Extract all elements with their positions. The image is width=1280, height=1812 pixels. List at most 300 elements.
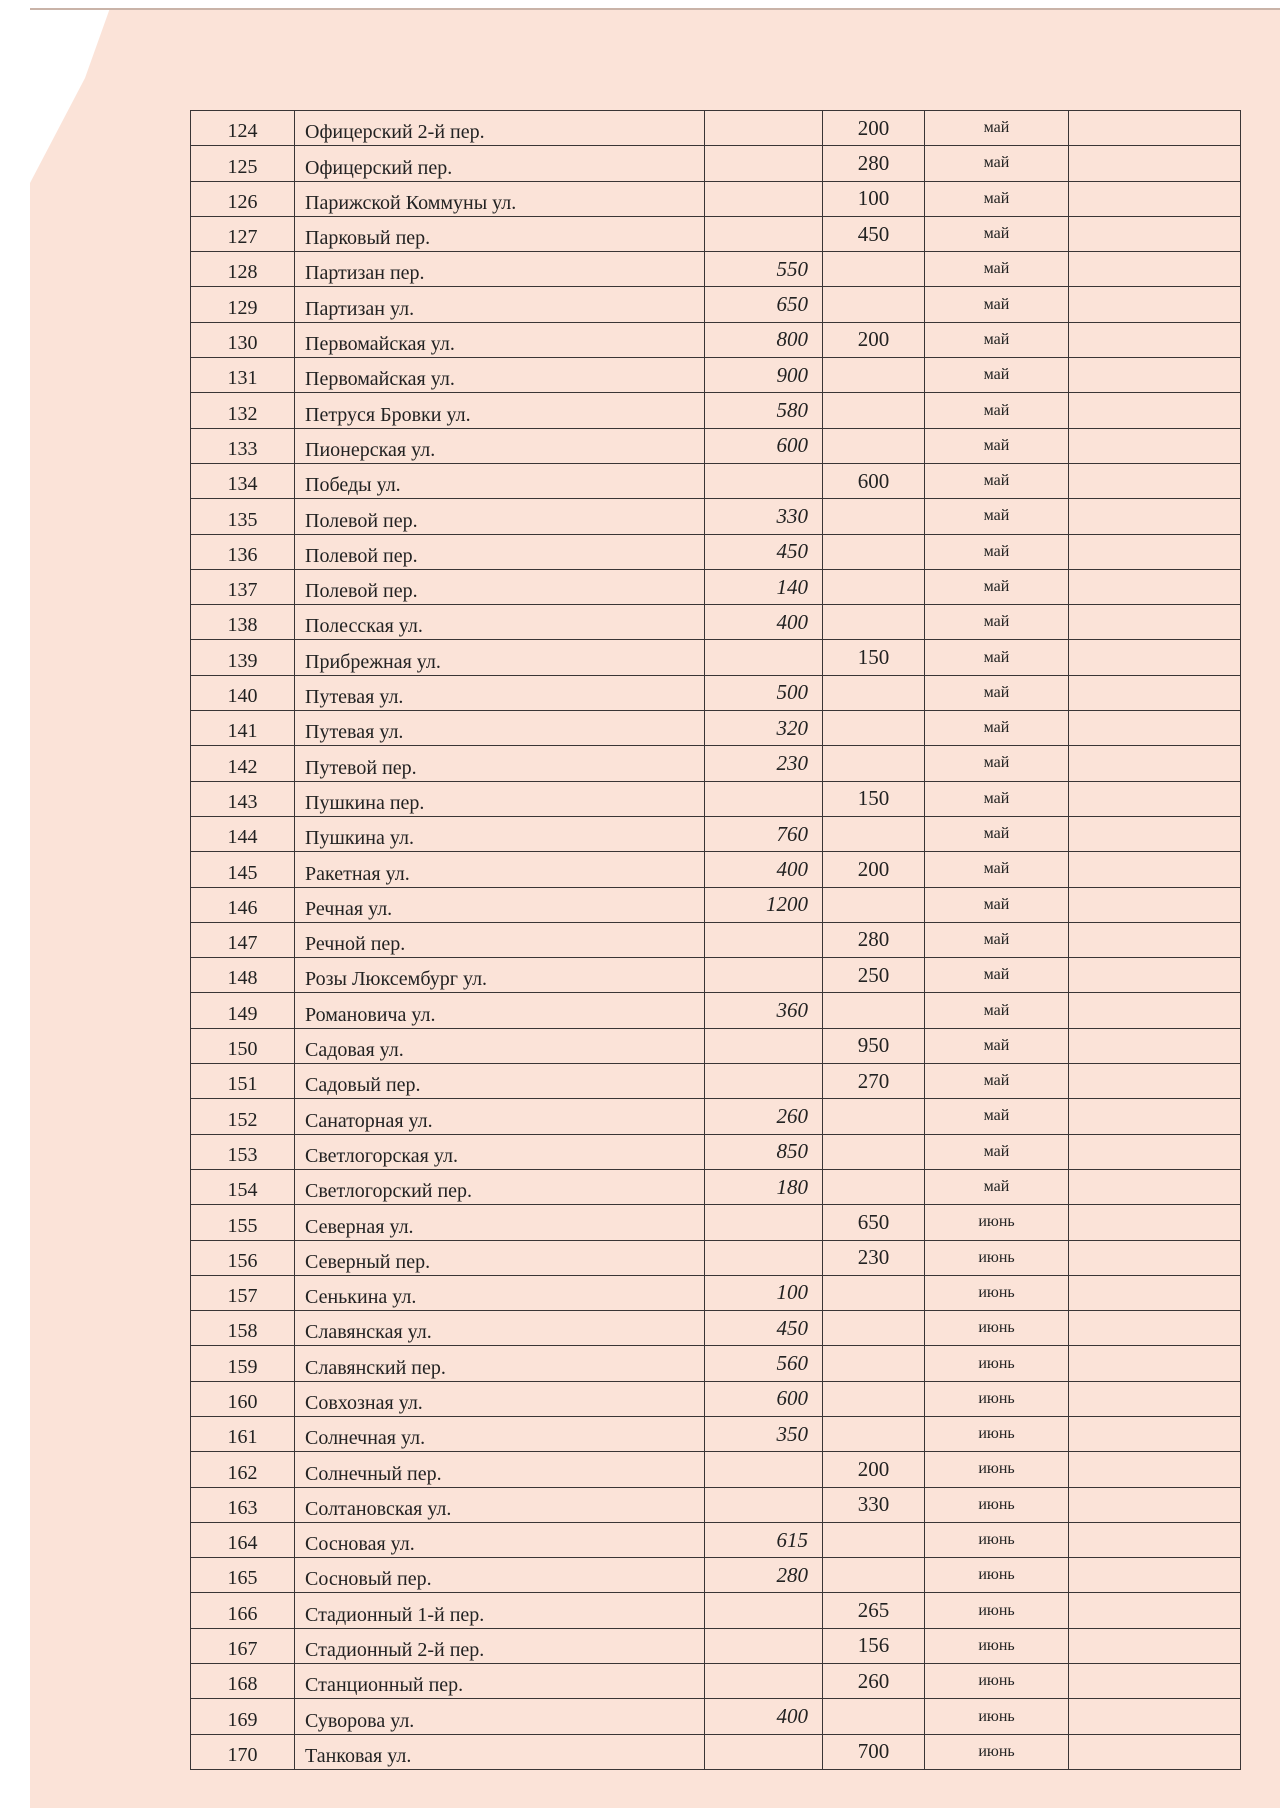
row-number: 140 bbox=[191, 675, 295, 710]
table-row bbox=[191, 922, 1241, 957]
length-value: 100 bbox=[823, 181, 925, 216]
length-value bbox=[823, 287, 925, 322]
empty-cell bbox=[1069, 1487, 1241, 1522]
table-row bbox=[191, 181, 1241, 216]
length-value bbox=[823, 1346, 925, 1381]
table-row bbox=[191, 252, 1241, 287]
street-name: Ракетная ул. bbox=[295, 852, 705, 887]
row-number: 132 bbox=[191, 393, 295, 428]
table-row bbox=[191, 393, 1241, 428]
length-value bbox=[823, 1522, 925, 1557]
row-number: 149 bbox=[191, 993, 295, 1028]
table-row bbox=[191, 322, 1241, 357]
row-number: 157 bbox=[191, 1275, 295, 1310]
length-value bbox=[823, 605, 925, 640]
length-value-italic: 600 bbox=[705, 428, 823, 463]
table-row bbox=[191, 428, 1241, 463]
row-number: 161 bbox=[191, 1416, 295, 1451]
table-row bbox=[191, 287, 1241, 322]
length-value bbox=[823, 252, 925, 287]
length-value: 156 bbox=[823, 1628, 925, 1663]
length-value-italic: 100 bbox=[705, 1275, 823, 1310]
month: май bbox=[925, 852, 1069, 887]
row-number: 169 bbox=[191, 1699, 295, 1734]
month: май bbox=[925, 605, 1069, 640]
empty-cell bbox=[1069, 1522, 1241, 1557]
empty-cell bbox=[1069, 675, 1241, 710]
length-value: 700 bbox=[823, 1734, 925, 1769]
empty-cell bbox=[1069, 1064, 1241, 1099]
month: май bbox=[925, 1028, 1069, 1063]
empty-cell bbox=[1069, 463, 1241, 498]
month: май bbox=[925, 499, 1069, 534]
table-row bbox=[191, 534, 1241, 569]
length-value-italic: 320 bbox=[705, 711, 823, 746]
empty-cell bbox=[1069, 499, 1241, 534]
month: июнь bbox=[925, 1664, 1069, 1699]
empty-cell bbox=[1069, 1664, 1241, 1699]
row-number: 124 bbox=[191, 111, 295, 146]
month: май bbox=[925, 1169, 1069, 1204]
street-name: Полевой пер. bbox=[295, 499, 705, 534]
month: май bbox=[925, 922, 1069, 957]
length-value: 260 bbox=[823, 1664, 925, 1699]
street-name: Партизан ул. bbox=[295, 287, 705, 322]
length-value bbox=[823, 1169, 925, 1204]
row-number: 133 bbox=[191, 428, 295, 463]
table-row bbox=[191, 640, 1241, 675]
row-number: 126 bbox=[191, 181, 295, 216]
length-value-italic: 650 bbox=[705, 287, 823, 322]
length-value: 280 bbox=[823, 922, 925, 957]
month: май bbox=[925, 322, 1069, 357]
month: май bbox=[925, 216, 1069, 251]
month: май bbox=[925, 887, 1069, 922]
length-value bbox=[823, 1558, 925, 1593]
street-name: Путевой пер. bbox=[295, 746, 705, 781]
table-row bbox=[191, 1099, 1241, 1134]
month: июнь bbox=[925, 1593, 1069, 1628]
row-number: 153 bbox=[191, 1134, 295, 1169]
table-row bbox=[191, 1064, 1241, 1099]
street-name: Первомайская ул. bbox=[295, 322, 705, 357]
length-value bbox=[823, 675, 925, 710]
row-number: 134 bbox=[191, 463, 295, 498]
table-row bbox=[191, 1381, 1241, 1416]
length-value bbox=[823, 711, 925, 746]
row-number: 162 bbox=[191, 1452, 295, 1487]
row-number: 137 bbox=[191, 569, 295, 604]
length-value: 200 bbox=[823, 852, 925, 887]
street-name: Розы Люксембург ул. bbox=[295, 958, 705, 993]
table-row bbox=[191, 216, 1241, 251]
length-value-italic: 560 bbox=[705, 1346, 823, 1381]
street-name: Полесская ул. bbox=[295, 605, 705, 640]
length-value bbox=[823, 1381, 925, 1416]
length-value-italic bbox=[705, 640, 823, 675]
street-name: Пионерская ул. bbox=[295, 428, 705, 463]
length-value bbox=[823, 499, 925, 534]
row-number: 128 bbox=[191, 252, 295, 287]
row-number: 143 bbox=[191, 781, 295, 816]
row-number: 148 bbox=[191, 958, 295, 993]
month: июнь bbox=[925, 1734, 1069, 1769]
empty-cell bbox=[1069, 322, 1241, 357]
length-value-italic: 550 bbox=[705, 252, 823, 287]
length-value-italic: 900 bbox=[705, 358, 823, 393]
length-value-italic: 230 bbox=[705, 746, 823, 781]
street-table-body bbox=[191, 111, 1241, 1770]
month: май bbox=[925, 746, 1069, 781]
street-table bbox=[190, 110, 1241, 1770]
length-value-italic bbox=[705, 922, 823, 957]
month: май bbox=[925, 1064, 1069, 1099]
empty-cell bbox=[1069, 1452, 1241, 1487]
street-name: Сосновый пер. bbox=[295, 1558, 705, 1593]
month: май bbox=[925, 711, 1069, 746]
street-name: Северный пер. bbox=[295, 1240, 705, 1275]
month: май bbox=[925, 393, 1069, 428]
table-row bbox=[191, 146, 1241, 181]
length-value-italic: 580 bbox=[705, 393, 823, 428]
street-name: Пушкина пер. bbox=[295, 781, 705, 816]
length-value: 330 bbox=[823, 1487, 925, 1522]
month: июнь bbox=[925, 1311, 1069, 1346]
empty-cell bbox=[1069, 428, 1241, 463]
row-number: 168 bbox=[191, 1664, 295, 1699]
row-number: 147 bbox=[191, 922, 295, 957]
length-value: 950 bbox=[823, 1028, 925, 1063]
street-name: Санаторная ул. bbox=[295, 1099, 705, 1134]
street-name: Стадионный 2-й пер. bbox=[295, 1628, 705, 1663]
empty-cell bbox=[1069, 1205, 1241, 1240]
month: май bbox=[925, 781, 1069, 816]
length-value-italic bbox=[705, 1664, 823, 1699]
street-name: Романовича ул. bbox=[295, 993, 705, 1028]
empty-cell bbox=[1069, 1134, 1241, 1169]
length-value bbox=[823, 1099, 925, 1134]
street-name: Северная ул. bbox=[295, 1205, 705, 1240]
length-value-italic: 760 bbox=[705, 816, 823, 851]
empty-cell bbox=[1069, 1028, 1241, 1063]
street-name: Светлогорский пер. bbox=[295, 1169, 705, 1204]
empty-cell bbox=[1069, 1240, 1241, 1275]
length-value: 600 bbox=[823, 463, 925, 498]
length-value-italic bbox=[705, 181, 823, 216]
table-row bbox=[191, 1346, 1241, 1381]
length-value-italic bbox=[705, 216, 823, 251]
empty-cell bbox=[1069, 1169, 1241, 1204]
street-name: Речная ул. bbox=[295, 887, 705, 922]
table-row bbox=[191, 1487, 1241, 1522]
month: май bbox=[925, 358, 1069, 393]
empty-cell bbox=[1069, 287, 1241, 322]
month: июнь bbox=[925, 1205, 1069, 1240]
empty-cell bbox=[1069, 887, 1241, 922]
length-value-italic bbox=[705, 1205, 823, 1240]
table-row bbox=[191, 463, 1241, 498]
length-value-italic: 400 bbox=[705, 1699, 823, 1734]
street-name: Первомайская ул. bbox=[295, 358, 705, 393]
length-value bbox=[823, 358, 925, 393]
length-value-italic bbox=[705, 463, 823, 498]
row-number: 164 bbox=[191, 1522, 295, 1557]
empty-cell bbox=[1069, 252, 1241, 287]
empty-cell bbox=[1069, 1099, 1241, 1134]
length-value: 250 bbox=[823, 958, 925, 993]
table-row bbox=[191, 852, 1241, 887]
empty-cell bbox=[1069, 358, 1241, 393]
month: май bbox=[925, 816, 1069, 851]
row-number: 129 bbox=[191, 287, 295, 322]
length-value bbox=[823, 816, 925, 851]
length-value-italic bbox=[705, 1593, 823, 1628]
length-value-italic: 615 bbox=[705, 1522, 823, 1557]
length-value-italic: 330 bbox=[705, 499, 823, 534]
row-number: 150 bbox=[191, 1028, 295, 1063]
row-number: 159 bbox=[191, 1346, 295, 1381]
table-row bbox=[191, 746, 1241, 781]
empty-cell bbox=[1069, 781, 1241, 816]
empty-cell bbox=[1069, 534, 1241, 569]
empty-cell bbox=[1069, 181, 1241, 216]
table-row bbox=[191, 1028, 1241, 1063]
length-value-italic: 350 bbox=[705, 1416, 823, 1451]
row-number: 154 bbox=[191, 1169, 295, 1204]
empty-cell bbox=[1069, 1699, 1241, 1734]
street-name: Полевой пер. bbox=[295, 569, 705, 604]
month: май bbox=[925, 252, 1069, 287]
length-value: 450 bbox=[823, 216, 925, 251]
row-number: 166 bbox=[191, 1593, 295, 1628]
street-name: Речной пер. bbox=[295, 922, 705, 957]
length-value-italic: 140 bbox=[705, 569, 823, 604]
length-value-italic bbox=[705, 1240, 823, 1275]
empty-cell bbox=[1069, 1275, 1241, 1310]
month: май bbox=[925, 111, 1069, 146]
street-name: Партизан пер. bbox=[295, 252, 705, 287]
month: май bbox=[925, 463, 1069, 498]
table-row bbox=[191, 1205, 1241, 1240]
table-row bbox=[191, 1664, 1241, 1699]
length-value-italic: 450 bbox=[705, 534, 823, 569]
length-value-italic bbox=[705, 1028, 823, 1063]
street-name: Офицерский пер. bbox=[295, 146, 705, 181]
street-name: Стадионный 1-й пер. bbox=[295, 1593, 705, 1628]
length-value: 150 bbox=[823, 640, 925, 675]
empty-cell bbox=[1069, 1416, 1241, 1451]
length-value: 200 bbox=[823, 322, 925, 357]
table-row bbox=[191, 993, 1241, 1028]
street-name: Совхозная ул. bbox=[295, 1381, 705, 1416]
month: май bbox=[925, 640, 1069, 675]
table-row bbox=[191, 781, 1241, 816]
length-value: 200 bbox=[823, 1452, 925, 1487]
empty-cell bbox=[1069, 146, 1241, 181]
empty-cell bbox=[1069, 1346, 1241, 1381]
length-value-italic: 180 bbox=[705, 1169, 823, 1204]
table-row bbox=[191, 1169, 1241, 1204]
empty-cell bbox=[1069, 605, 1241, 640]
month: июнь bbox=[925, 1522, 1069, 1557]
street-name: Путевая ул. bbox=[295, 675, 705, 710]
length-value-italic bbox=[705, 1487, 823, 1522]
month: июнь bbox=[925, 1558, 1069, 1593]
table-row bbox=[191, 1452, 1241, 1487]
row-number: 141 bbox=[191, 711, 295, 746]
month: май bbox=[925, 569, 1069, 604]
length-value-italic bbox=[705, 1734, 823, 1769]
empty-cell bbox=[1069, 1593, 1241, 1628]
table-row bbox=[191, 569, 1241, 604]
length-value-italic: 400 bbox=[705, 852, 823, 887]
table-row bbox=[191, 1699, 1241, 1734]
street-name: Суворова ул. bbox=[295, 1699, 705, 1734]
row-number: 146 bbox=[191, 887, 295, 922]
month: июнь bbox=[925, 1275, 1069, 1310]
row-number: 125 bbox=[191, 146, 295, 181]
row-number: 152 bbox=[191, 1099, 295, 1134]
table-row bbox=[191, 1558, 1241, 1593]
row-number: 131 bbox=[191, 358, 295, 393]
street-name: Славянская ул. bbox=[295, 1311, 705, 1346]
empty-cell bbox=[1069, 1381, 1241, 1416]
table-row bbox=[191, 1628, 1241, 1663]
month: май bbox=[925, 287, 1069, 322]
table-row bbox=[191, 675, 1241, 710]
length-value-italic: 1200 bbox=[705, 887, 823, 922]
length-value-italic bbox=[705, 146, 823, 181]
table-row bbox=[191, 711, 1241, 746]
table-row bbox=[191, 605, 1241, 640]
row-number: 155 bbox=[191, 1205, 295, 1240]
table-row bbox=[191, 1311, 1241, 1346]
table-row bbox=[191, 1134, 1241, 1169]
street-name: Славянский пер. bbox=[295, 1346, 705, 1381]
row-number: 170 bbox=[191, 1734, 295, 1769]
month: июнь bbox=[925, 1381, 1069, 1416]
length-value: 650 bbox=[823, 1205, 925, 1240]
length-value bbox=[823, 746, 925, 781]
table-row bbox=[191, 887, 1241, 922]
length-value: 150 bbox=[823, 781, 925, 816]
length-value bbox=[823, 1311, 925, 1346]
empty-cell bbox=[1069, 569, 1241, 604]
street-name: Петруся Бровки ул. bbox=[295, 393, 705, 428]
row-number: 145 bbox=[191, 852, 295, 887]
street-name: Путевая ул. bbox=[295, 711, 705, 746]
table-row bbox=[191, 1240, 1241, 1275]
table-row bbox=[191, 111, 1241, 146]
empty-cell bbox=[1069, 816, 1241, 851]
row-number: 158 bbox=[191, 1311, 295, 1346]
row-number: 144 bbox=[191, 816, 295, 851]
length-value bbox=[823, 428, 925, 463]
table-row bbox=[191, 1522, 1241, 1557]
month: май bbox=[925, 958, 1069, 993]
empty-cell bbox=[1069, 711, 1241, 746]
length-value-italic: 280 bbox=[705, 1558, 823, 1593]
row-number: 142 bbox=[191, 746, 295, 781]
street-name: Солнечный пер. bbox=[295, 1452, 705, 1487]
length-value-italic: 600 bbox=[705, 1381, 823, 1416]
street-name: Садовая ул. bbox=[295, 1028, 705, 1063]
empty-cell bbox=[1069, 640, 1241, 675]
length-value-italic: 850 bbox=[705, 1134, 823, 1169]
month: май bbox=[925, 1134, 1069, 1169]
length-value-italic bbox=[705, 1628, 823, 1663]
street-name: Прибрежная ул. bbox=[295, 640, 705, 675]
row-number: 156 bbox=[191, 1240, 295, 1275]
length-value bbox=[823, 1416, 925, 1451]
length-value bbox=[823, 1134, 925, 1169]
empty-cell bbox=[1069, 1311, 1241, 1346]
empty-cell bbox=[1069, 111, 1241, 146]
table-row bbox=[191, 1416, 1241, 1451]
empty-cell bbox=[1069, 958, 1241, 993]
row-number: 139 bbox=[191, 640, 295, 675]
month: июнь bbox=[925, 1416, 1069, 1451]
length-value bbox=[823, 569, 925, 604]
table-row bbox=[191, 1593, 1241, 1628]
empty-cell bbox=[1069, 993, 1241, 1028]
street-name: Солтановская ул. bbox=[295, 1487, 705, 1522]
street-name: Офицерский 2-й пер. bbox=[295, 111, 705, 146]
length-value-italic: 500 bbox=[705, 675, 823, 710]
length-value bbox=[823, 993, 925, 1028]
length-value-italic bbox=[705, 958, 823, 993]
table-row bbox=[191, 358, 1241, 393]
length-value: 200 bbox=[823, 111, 925, 146]
month: июнь bbox=[925, 1699, 1069, 1734]
street-name: Садовый пер. bbox=[295, 1064, 705, 1099]
empty-cell bbox=[1069, 216, 1241, 251]
month: июнь bbox=[925, 1487, 1069, 1522]
month: май bbox=[925, 675, 1069, 710]
length-value-italic bbox=[705, 1064, 823, 1099]
length-value-italic: 360 bbox=[705, 993, 823, 1028]
length-value-italic: 800 bbox=[705, 322, 823, 357]
table-row bbox=[191, 1275, 1241, 1310]
row-number: 127 bbox=[191, 216, 295, 251]
table-row bbox=[191, 816, 1241, 851]
empty-cell bbox=[1069, 852, 1241, 887]
length-value-italic: 450 bbox=[705, 1311, 823, 1346]
length-value-italic: 400 bbox=[705, 605, 823, 640]
row-number: 163 bbox=[191, 1487, 295, 1522]
length-value-italic bbox=[705, 111, 823, 146]
row-number: 165 bbox=[191, 1558, 295, 1593]
length-value bbox=[823, 534, 925, 569]
month: май bbox=[925, 1099, 1069, 1134]
empty-cell bbox=[1069, 393, 1241, 428]
month: июнь bbox=[925, 1346, 1069, 1381]
length-value bbox=[823, 1699, 925, 1734]
street-name: Парижской Коммуны ул. bbox=[295, 181, 705, 216]
length-value bbox=[823, 393, 925, 428]
street-name: Парковый пер. bbox=[295, 216, 705, 251]
paper-top-edge bbox=[30, 8, 1280, 10]
table-row bbox=[191, 1734, 1241, 1769]
length-value: 230 bbox=[823, 1240, 925, 1275]
empty-cell bbox=[1069, 1734, 1241, 1769]
empty-cell bbox=[1069, 1628, 1241, 1663]
row-number: 151 bbox=[191, 1064, 295, 1099]
empty-cell bbox=[1069, 922, 1241, 957]
month: май bbox=[925, 993, 1069, 1028]
row-number: 160 bbox=[191, 1381, 295, 1416]
row-number: 130 bbox=[191, 322, 295, 357]
